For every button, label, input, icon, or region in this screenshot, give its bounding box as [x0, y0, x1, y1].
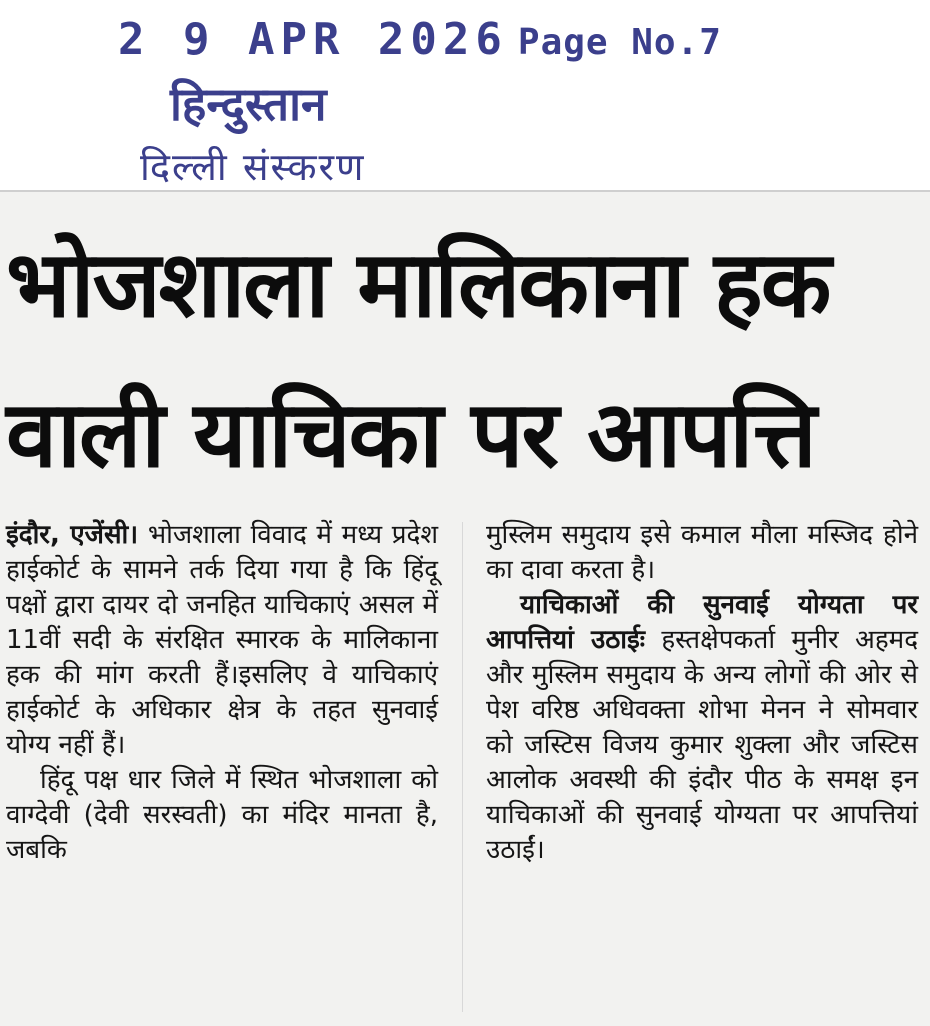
- article-subhead: याचिकाओं की सुनवाई योग्यता पर आपत्तियां उठाईः: [486, 590, 918, 655]
- article-dateline: इंदौर, एजेंसी।: [6, 520, 139, 550]
- article-paragraph-1: [6, 518, 438, 763]
- article-paragraph-2-continued: मुस्लिम समुदाय इसे कमाल मौला मस्जिद होने का दावा करता है।: [486, 520, 918, 585]
- article-headline: भोजशाला मालिकाना हक वाली याचिका पर आपत्ति: [6, 231, 830, 488]
- article-para1-text: भोजशाला विवाद में मध्य प्रदेश हाईकोर्ट के सामने तर्क दिया गया है कि हिंदू पक्षों द्वारा दायर दो जनहित याचिकाएं असल में 11वीं सदी के संरक्षित स्मारक के मालिकाना हक की मांग करती हैं।इसलिए वे याचिकाएं हाईकोर्ट के अधिकार क्षेत्र के तहत सुनवाई योग्य नहीं हैं।: [6, 520, 439, 760]
- column-divider: [462, 522, 463, 1012]
- date-page-stamp: [0, 0, 930, 190]
- article-column-left: [6, 518, 438, 868]
- newspaper-edition: दिल्ली संस्करण: [140, 145, 366, 189]
- article-paragraph-2: हिंदू पक्ष धार जिले में स्थित भोजशाला को वाग्देवी (देवी सरस्वती) का मंदिर मानता है, जबकि: [6, 765, 438, 865]
- article-para3-text: हस्तक्षेपकर्ता मुनीर अहमद और मुस्लिम समुदाय के अन्य लोगों की ओर से पेश वरिष्ठ अधिवक्ता शोभा मेनन ने सोमवार को जस्टिस विजय कुमार शुक्ला और जस्टिस आलोक अवस्थी की इंदौर पीठ के समक्ष इन याचिकाओं की सुनवाई योग्यता पर आपत्तियां उठाईं।: [486, 625, 919, 865]
- article-paragraph-3: [486, 588, 918, 868]
- stamp-date: 2 9 APR 2026: [118, 14, 508, 65]
- stamp-page-number: Page No.7: [517, 22, 722, 63]
- newspaper-name: हिन्दुस्तान: [170, 77, 327, 131]
- stamp-date-line: [118, 14, 722, 65]
- article-column-right: [486, 518, 918, 868]
- news-clipping: [0, 190, 930, 1026]
